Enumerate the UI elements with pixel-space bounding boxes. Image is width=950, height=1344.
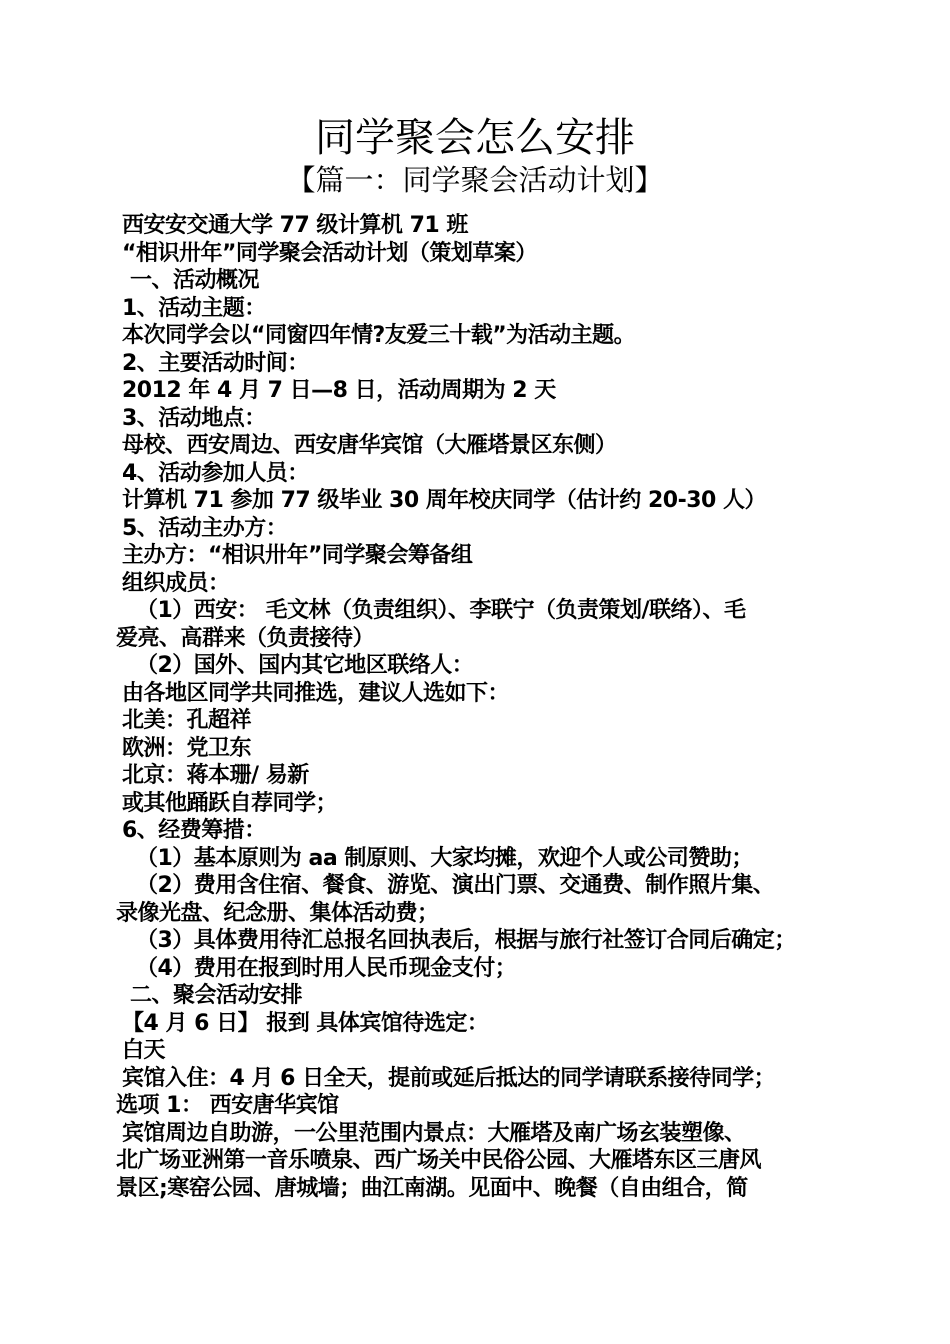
- body-line: 录像光盘、纪念册、集体活动费；: [116, 900, 439, 926]
- body-line: （4）费用在报到时用人民币现金支付；: [136, 955, 517, 981]
- body-line: 白天: [122, 1038, 166, 1063]
- body-line: 组织成员：: [122, 570, 230, 596]
- body-line: 2012 年 4 月 7 日—8 日，活动周期为 2 天: [122, 378, 556, 403]
- section-heading: 一、活动概况: [130, 268, 260, 293]
- body-line: 西安安交通大学 77 级计算机 71 班: [122, 213, 468, 238]
- body-line: 【4 月 6 日】 报到 具体宾馆待选定：: [122, 1010, 489, 1036]
- body-line: 宾馆周边自助游，一公里范围内景点：大雁塔及南广场玄装塑像、: [122, 1120, 746, 1146]
- document-body: [116, 212, 846, 1202]
- body-line: 1、活动主题：: [122, 295, 266, 321]
- body-line: 由各地区同学共同推选，建议人选如下：: [122, 680, 510, 706]
- body-line: 母校、西安周边、西安唐华宾馆（大雁塔景区东侧）: [122, 433, 617, 458]
- body-line: 宾馆入住：4 月 6 日全天，提前或延后抵达的同学请联系接待同学；: [122, 1065, 776, 1091]
- body-line: 或其他踊跃自荐同学；: [122, 790, 338, 816]
- body-line: 选项 1： 西安唐华宾馆: [116, 1093, 339, 1118]
- body-line: （2）国外、国内其它地区联络人：: [136, 653, 474, 678]
- body-line: 本次同学会以“同窗四年情?友爱三十载”为活动主题。: [122, 323, 636, 348]
- document-subtitle: 【篇一：同学聚会活动计划】: [286, 163, 664, 197]
- body-line: 6、经费筹措：: [122, 818, 266, 843]
- body-line: 2、主要活动时间：: [122, 350, 309, 376]
- body-line: 欧洲：党卫东: [122, 735, 252, 761]
- body-line: “相识卅年”同学聚会活动计划（策划草案）: [122, 240, 537, 266]
- body-line: 景区;寒窑公园、唐城墙；曲江南湖。见面中、晚餐（自由组合，简: [116, 1175, 748, 1201]
- body-line: 5、活动主办方：: [122, 515, 288, 541]
- body-line: 主办方：“相识卅年”同学聚会筹备组: [122, 543, 473, 568]
- body-line: （1）基本原则为 aa 制原则、大家均摊，欢迎个人或公司赞助；: [136, 845, 753, 871]
- body-line: 北美：孔超祥: [122, 708, 252, 733]
- body-line: 3、活动地点：: [122, 405, 266, 431]
- document-title: 同学聚会怎么安排: [315, 115, 635, 161]
- section-heading: 二、聚会活动安排: [130, 983, 303, 1008]
- body-line: （1）西安： 毛文林（负责组织）、李联宁（负责策划/联络）、毛: [136, 598, 746, 623]
- body-line: （3）具体费用待汇总报名回执表后，根据与旅行社签订合同后确定；: [136, 928, 796, 953]
- body-line: 计算机 71 参加 77 级毕业 30 周年校庆同学（估计约 20-30 人）: [122, 488, 766, 513]
- body-line: 爱亮、高群来（负责接待）: [116, 625, 375, 651]
- body-line: （2）费用含住宿、餐食、游览、演出门票、交通费、制作照片集、: [136, 873, 775, 898]
- body-line: 4、活动参加人员：: [122, 460, 309, 486]
- body-line: 北广场亚洲第一音乐喷泉、西广场关中民俗公园、大雁塔东区三唐风: [116, 1148, 762, 1173]
- body-line: 北京：蒋本珊/ 易新: [122, 763, 309, 788]
